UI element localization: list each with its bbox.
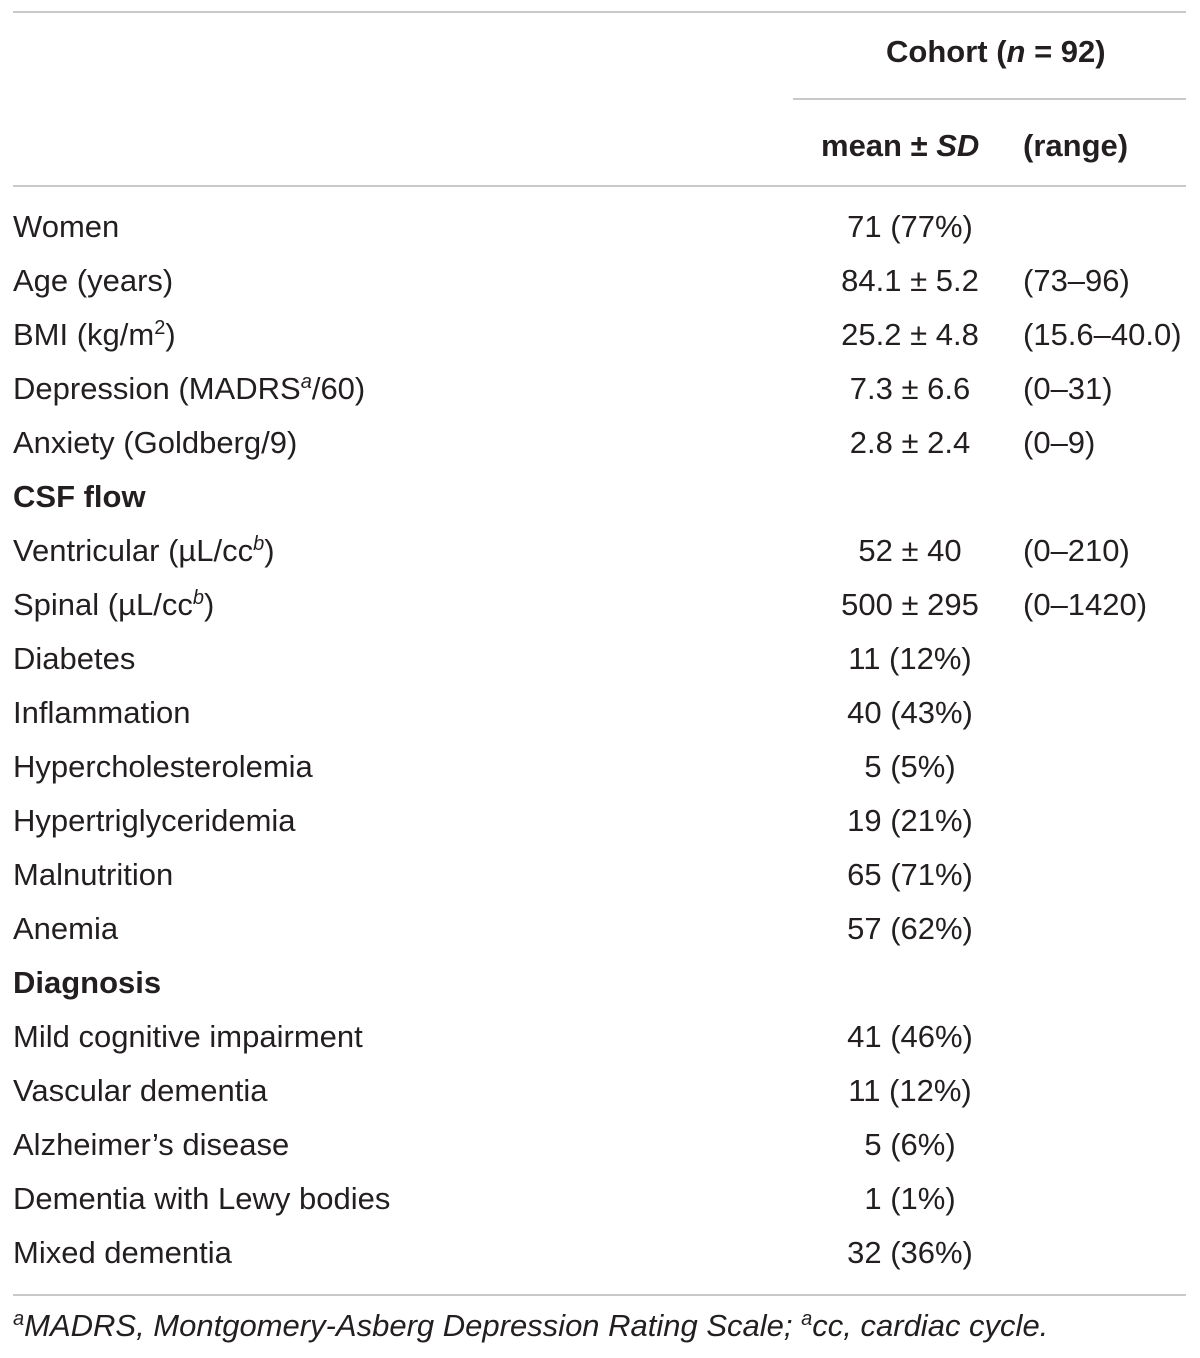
row-label-sup: a <box>300 371 312 393</box>
row-range: (73–96) <box>1023 263 1130 298</box>
row-range: (15.6–40.0) <box>1023 317 1182 352</box>
row-value: 7.3 ± 6.6 <box>849 371 971 406</box>
mean-prefix: mean ± <box>821 128 937 163</box>
row-value: 40 (43%) <box>847 695 973 730</box>
row-label: Mild cognitive impairment <box>13 1019 363 1054</box>
bottom-rule <box>13 1294 1186 1296</box>
cohort-header <box>886 34 1106 70</box>
row-label: Age (years) <box>13 263 174 298</box>
cohort-n: n <box>1006 34 1026 69</box>
row-label: Alzheimer’s disease <box>13 1127 290 1162</box>
row-value: 2.8 ± 2.4 <box>849 425 971 460</box>
row-label <box>13 371 365 407</box>
range-header: (range) <box>1023 128 1129 163</box>
row-value: 11 (12%) <box>848 641 972 676</box>
row-label: Malnutrition <box>13 857 174 892</box>
cohort-suffix: = 92) <box>1025 34 1106 69</box>
row-label: Hypercholesterolemia <box>13 749 313 784</box>
row-range: (0–1420) <box>1023 587 1148 622</box>
row-label-prefix: Ventricular (µL/cc <box>13 533 254 568</box>
row-value: 71 (77%) <box>847 209 973 244</box>
row-label: Hypertriglyceridemia <box>13 803 296 838</box>
footnote-text1: MADRS, Montgomery-Asberg Depression Rating Scale; <box>24 1308 802 1343</box>
cohort-prefix: Cohort ( <box>886 34 1007 69</box>
section-heading: CSF flow <box>13 479 146 514</box>
row-value: 84.1 ± 5.2 <box>841 263 979 298</box>
row-value: 11 (12%) <box>848 1073 972 1108</box>
row-value: 57 (62%) <box>847 911 973 946</box>
footnote-sup-a1: a <box>13 1308 25 1330</box>
section-heading: Diagnosis <box>13 965 162 1000</box>
row-label: Inflammation <box>13 695 191 730</box>
sd-label: SD <box>936 128 980 163</box>
row-value: 5 (5%) <box>864 749 956 784</box>
row-label-suffix: ) <box>203 587 215 622</box>
row-label: Anxiety (Goldberg/9) <box>13 425 298 460</box>
cohort-underline <box>793 98 1186 100</box>
row-value: 32 (36%) <box>847 1235 973 1270</box>
header-rule <box>13 185 1186 187</box>
row-label <box>13 317 176 353</box>
row-value: 52 ± 40 <box>858 533 962 568</box>
row-label-prefix: Spinal (µL/cc <box>13 587 193 622</box>
row-label-prefix: BMI (kg/m <box>13 317 155 352</box>
top-rule <box>13 11 1186 13</box>
footnote-sup-a2: a <box>801 1308 813 1330</box>
row-value: 41 (46%) <box>847 1019 973 1054</box>
mean-sd-header <box>821 128 979 164</box>
row-value: 25.2 ± 4.8 <box>841 317 979 352</box>
row-label-suffix: ) <box>165 317 176 352</box>
row-label: Diabetes <box>13 641 136 676</box>
row-range: (0–210) <box>1023 533 1130 568</box>
row-range: (0–31) <box>1023 371 1113 406</box>
row-label: Women <box>13 209 120 244</box>
row-label: Mixed dementia <box>13 1235 232 1270</box>
row-label-prefix: Depression (MADRS <box>13 371 301 406</box>
row-label-suffix: /60) <box>311 371 366 406</box>
row-value: 65 (71%) <box>847 857 973 892</box>
row-label-suffix: ) <box>264 533 275 568</box>
row-label: Vascular dementia <box>13 1073 268 1108</box>
row-value: 19 (21%) <box>847 803 973 838</box>
row-label <box>13 533 275 569</box>
row-label-sup: b <box>192 587 204 609</box>
row-value: 1 (1%) <box>864 1181 956 1216</box>
row-value: 500 ± 295 <box>841 587 979 622</box>
row-label <box>13 587 214 623</box>
row-label: Dementia with Lewy bodies <box>13 1181 391 1216</box>
row-range: (0–9) <box>1023 425 1096 460</box>
row-label: Anemia <box>13 911 119 946</box>
row-value: 5 (6%) <box>864 1127 956 1162</box>
row-label-sup: 2 <box>154 317 166 339</box>
footnote-text2: cc, cardiac cycle. <box>812 1308 1049 1343</box>
row-label-sup: b <box>253 533 265 555</box>
footnote <box>13 1308 1048 1344</box>
